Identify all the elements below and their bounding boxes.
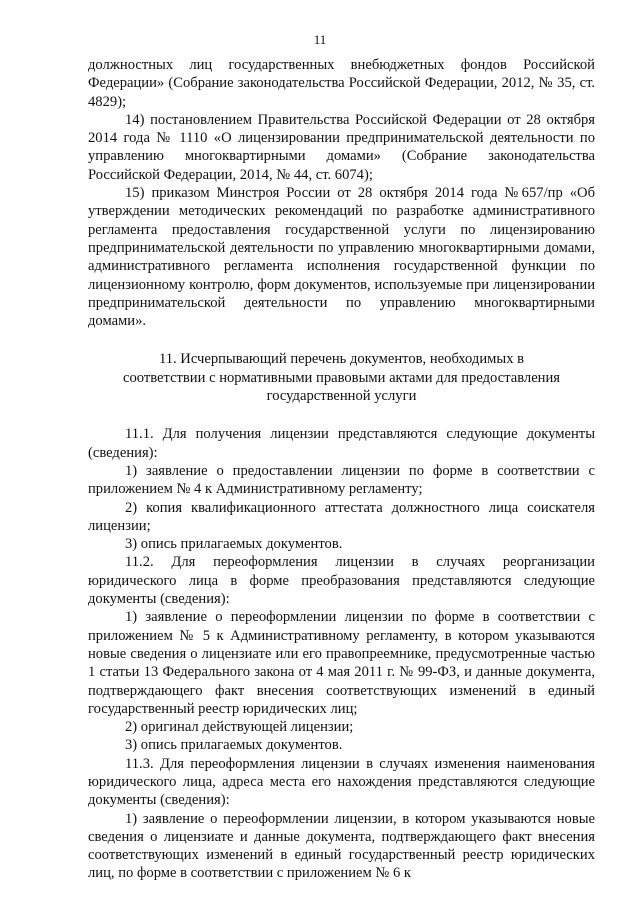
paragraph: 15) приказом Минстроя России от 28 октября 2014 года №657/пр «Об утверждении методических рекомендаций по разработке административного регламента предоставления государственной услуги по лицензированию предпринимательской деятельности по управлению многоквартирными домами, административного регламента исполнения государственной функции по лицензионному контролю, форм документов, используемые при лицензировании предпринимательской деятельности по управлению многоквартирными домами». — [88, 185, 595, 330]
document-body — [88, 56, 595, 883]
list-item: 1) заявление о предоставлении лицензии по форме в соответствии с приложением № 4 к Административному регламенту; — [88, 462, 595, 498]
paragraph: должностных лиц государственных внебюджетных фондов Российской Федерации» (Собрание законодательства Российской Федерации, 2012, № 35, ст. 4829); — [88, 57, 595, 110]
list-item: 2) копия квалификационного аттестата должностного лица соискателя лицензии; — [88, 499, 595, 534]
list-item: 2) оригинал действующей лицензии; — [125, 719, 354, 736]
list-item: 3) опись прилагаемых документов. — [125, 536, 343, 553]
section-title: 11. Исчерпывающий перечень документов, необходимых в соответствии с нормативными правовыми актами для предоставления государственной услуги — [122, 351, 561, 405]
paragraph: 14) постановлением Правительства Российской Федерации от 28 октября 2014 года № 1110 «О лицензировании предпринимательской деятельности по управлению многоквартирными домами» (Собрание законодательства Российской Федерации, 2014, № 44, ст. 6074); — [88, 111, 595, 183]
list-item: 1) заявление о переоформлении лицензии по форме в соответствии с приложением № 5 к Административному регламенту, в котором указываются новые сведения о лицензиате или его правопреемнике, предусмотренные частью 1 статьи 13 Федерального закона от 4 мая 2011 г. № 99-ФЗ, и данные документа, подтверждающего факт внесения соответствующих изменений в единый государственный реестр юридических лиц; — [88, 609, 595, 717]
list-item: 3) опись прилагаемых документов. — [125, 737, 343, 754]
list-item: 1) заявление о переоформлении лицензии, в котором указываются новые сведения о лицензиате и данные документа, подтверждающего факт внесения соответствующих изменений в единый государственный реестр юридических лиц, по форме в соответствии с приложением № 6 к — [88, 810, 595, 882]
paragraph: 11.2. Для переоформления лицензии в случаях реорганизации юридического лица в форме преобразования представляются следующие документы (сведения): — [88, 554, 595, 608]
page-number: 11 — [313, 32, 327, 47]
paragraph: 11.3. Для переоформления лицензии в случаях изменения наименования юридического лица, адреса места его нахождения представляются следующие документы (сведения): — [88, 755, 595, 809]
paragraph: 11.1. Для получения лицензии представляются следующие документы (сведения): — [88, 426, 595, 461]
